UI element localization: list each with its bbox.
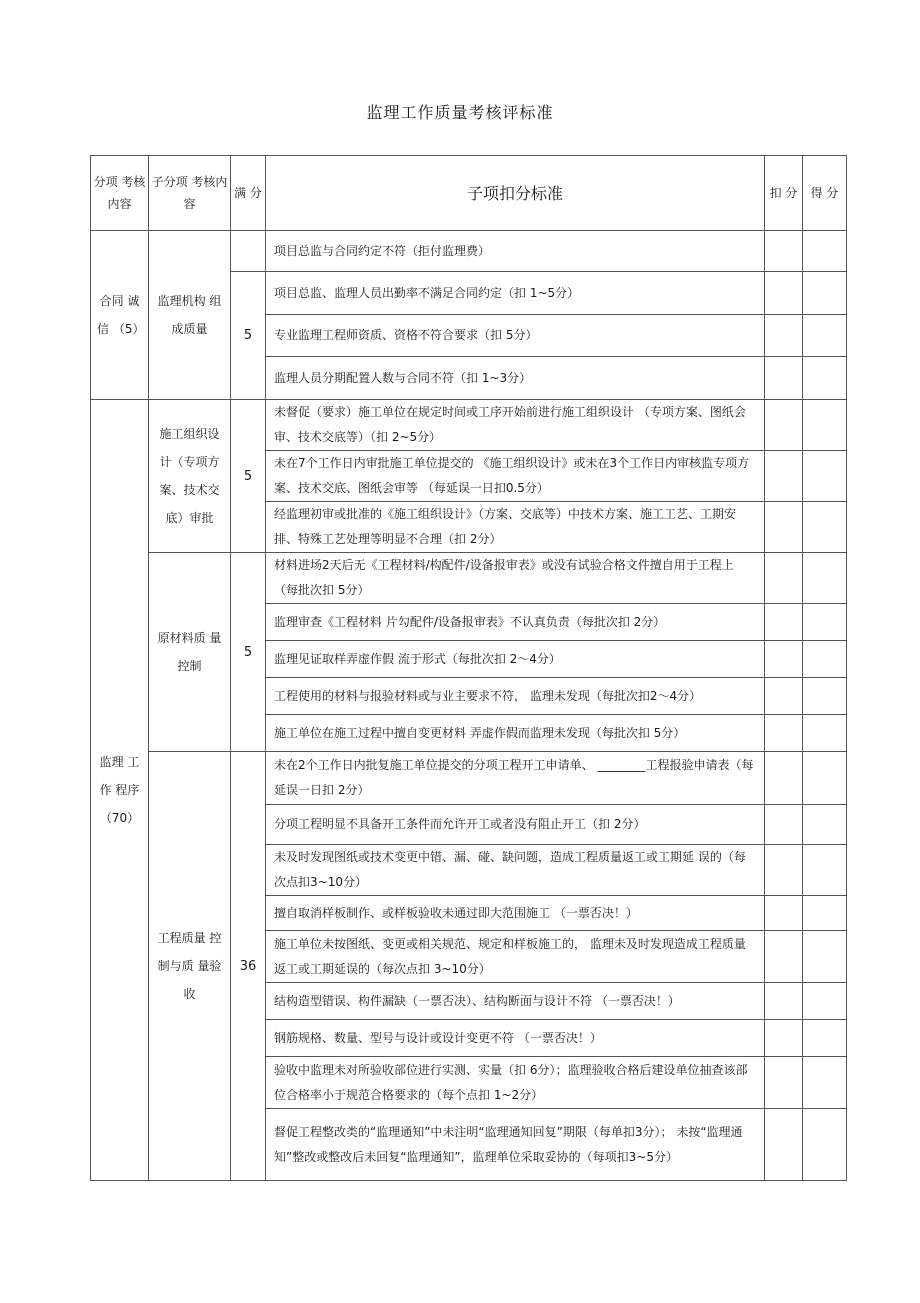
score-cell[interactable] [803, 502, 847, 553]
score-cell[interactable] [803, 451, 847, 502]
criteria-cell: 分项工程明显不具备开工条件而允许开工或者没有阻止开工（扣 2分） [266, 805, 765, 845]
score-cell[interactable] [803, 845, 847, 896]
score-cell-empty [231, 231, 266, 272]
page-title: 监理工作质量考核评标准 [366, 103, 554, 122]
score-cell[interactable] [803, 715, 847, 752]
table-row [91, 752, 847, 805]
score-cell[interactable] [803, 357, 847, 400]
score-cell[interactable] [803, 1020, 847, 1057]
deduction-cell[interactable] [765, 931, 803, 983]
deduction-cell[interactable] [765, 357, 803, 400]
score-cell[interactable] [803, 1109, 847, 1181]
table-row [91, 553, 847, 604]
deduction-cell[interactable] [765, 678, 803, 715]
criteria-cell: 工程使用的材料与报验材料或与业主要求不符， 监理未发现（每批次扣2～4分） [266, 678, 765, 715]
deduction-cell[interactable] [765, 896, 803, 931]
header-category: 分项 考核 内容 [91, 156, 149, 231]
criteria-cell: 经监理初审或批准的《施工组织设计》（方案、交底等）中技术方案、施工工艺、工期安排、特殊工艺处理等明显不合理（扣 2分） [266, 502, 765, 553]
criteria-cell: 督促工程整改类的“监理通知”中未注明“监理通知回复”期限（每单扣3分）； 未按“监理通知”整改或整改后未回复“监理通知”，监理单位采取妥协的（每项扣3~5分） [266, 1109, 765, 1181]
score-cell[interactable] [803, 1057, 847, 1109]
score-cell[interactable] [803, 553, 847, 604]
criteria-cell: 施工单位未按图纸、变更或相关规范、规定和样板施工的， 监理未及时发现造成工程质量返工或工期延误的（每次点扣 3~10分） [266, 931, 765, 983]
score-cell[interactable] [803, 231, 847, 272]
score-cell[interactable] [803, 272, 847, 315]
criteria-cell: 擅自取消样板制作、或样板验收未通过即大范围施工 （一票否决！） [266, 896, 765, 931]
criteria-cell: 监理人员分期配置人数与合同不符（扣 1~3分） [266, 357, 765, 400]
deduction-cell[interactable] [765, 752, 803, 805]
criteria-cell: 未在2个工作日内批复施工单位提交的分项工程开工申请单、 ________工程报验申请表（每延误一日扣 2分） [266, 752, 765, 805]
header-deduction: 扣 分 [765, 156, 803, 231]
category-cell: 监理 工作 程序（70） [91, 400, 149, 1181]
criteria-cell: 钢筋规格、数量、型号与设计或设计变更不符 （一票否决！） [266, 1020, 765, 1057]
deduction-cell[interactable] [765, 502, 803, 553]
deduction-cell[interactable] [765, 400, 803, 451]
header-full-score: 满 分 [231, 156, 266, 231]
deduction-cell[interactable] [765, 604, 803, 641]
criteria-cell: 未及时发现图纸或技术变更中错、漏、碰、缺问题，造成工程质量返工或工期延 误的（每次点扣3~10分） [266, 845, 765, 896]
deduction-cell[interactable] [765, 641, 803, 678]
deduction-cell[interactable] [765, 231, 803, 272]
deduction-cell[interactable] [765, 1109, 803, 1181]
criteria-cell: 验收中监理未对所验收部位进行实测、实量（扣 6分）；监理验收合格后建设单位抽查该部位合格率小于规范合格要求的（每个点扣 1~2分） [266, 1057, 765, 1109]
score-cell[interactable] [803, 931, 847, 983]
sub-item-cell: 工程质量 控制与质 量验收 [149, 752, 231, 1181]
header-sub-item: 子分项 考核内容 [149, 156, 231, 231]
header-score: 得 分 [803, 156, 847, 231]
deduction-cell[interactable] [765, 805, 803, 845]
score-cell[interactable] [803, 604, 847, 641]
sub-item-cell: 监理机构 组成质量 [149, 231, 231, 400]
assessment-table [90, 155, 847, 1181]
score-cell[interactable] [803, 752, 847, 805]
score-cell[interactable] [803, 641, 847, 678]
full-score-cell: 5 [231, 272, 266, 400]
criteria-cell: 监理审查《工程材料 片勾配件/设备报审表》不认真负责（每批次扣 2分） [266, 604, 765, 641]
header-row [91, 156, 847, 231]
sub-item-cell: 原材料质 量控制 [149, 553, 231, 752]
criteria-cell: 未在7个工作日内审批施工单位提交的 《施工组织设计》或未在3个工作日内审核监专项方案、技术交底、图纸会审等 （每延误一日扣0.5分） [266, 451, 765, 502]
deduction-cell[interactable] [765, 451, 803, 502]
full-score-cell: 36 [231, 752, 266, 1181]
criteria-cell: 监理见证取样弄虚作假 流于形式（每批次扣 2～4分） [266, 641, 765, 678]
criteria-cell: 未督促（要求）施工单位在规定时间或工序开始前进行施工组织设计 （专项方案、图纸会审、技术交底等）（扣 2~5分） [266, 400, 765, 451]
header-criteria: 子项扣分标准 [266, 156, 765, 231]
deduction-cell[interactable] [765, 983, 803, 1020]
sub-item-cell: 施工组织设计（专项方案、技术交底）审批 [149, 400, 231, 553]
category-cell: 合同 诚信 （5） [91, 231, 149, 400]
deduction-cell[interactable] [765, 272, 803, 315]
score-cell[interactable] [803, 805, 847, 845]
score-cell[interactable] [803, 678, 847, 715]
table-row [91, 400, 847, 451]
full-score-cell: 5 [231, 400, 266, 553]
criteria-cell: 专业监理工程师资质、资格不符合要求（扣 5分） [266, 315, 765, 357]
criteria-cell: 材料进场2天后无《工程材料/构配件/设备报审表》或没有试验合格文件擅自用于工程上（每批次扣 5分） [266, 553, 765, 604]
deduction-cell[interactable] [765, 715, 803, 752]
score-cell[interactable] [803, 983, 847, 1020]
deduction-cell[interactable] [765, 1057, 803, 1109]
table-row [91, 231, 847, 272]
criteria-cell: 项目总监、监理人员出勤率不满足合同约定（扣 1~5分） [266, 272, 765, 315]
score-cell[interactable] [803, 896, 847, 931]
full-score-cell: 5 [231, 553, 266, 752]
criteria-cell: 项目总监与合同约定不符（拒付监理费） [266, 231, 765, 272]
score-cell[interactable] [803, 315, 847, 357]
deduction-cell[interactable] [765, 315, 803, 357]
deduction-cell[interactable] [765, 553, 803, 604]
score-cell[interactable] [803, 400, 847, 451]
deduction-cell[interactable] [765, 845, 803, 896]
criteria-cell: 施工单位在施工过程中擅自变更材料 弄虚作假而监理未发现（每批次扣 5分） [266, 715, 765, 752]
criteria-cell: 结构造型错误、构件漏缺（一票否决）、结构断面与设计不符 （一票否决！） [266, 983, 765, 1020]
deduction-cell[interactable] [765, 1020, 803, 1057]
